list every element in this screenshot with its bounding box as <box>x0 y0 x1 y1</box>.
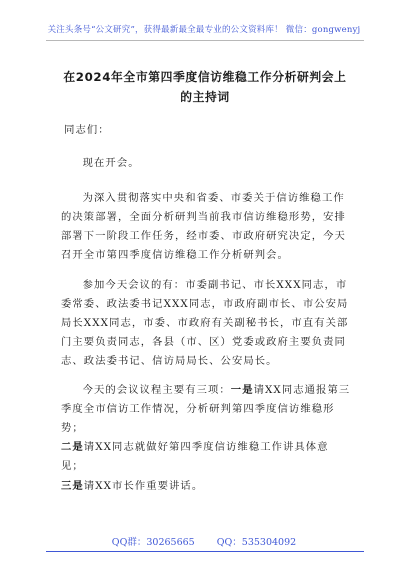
page-header-notice: 关注头条号“公文研究”，获得最新最全最专业的公文资料库！ 微信：gongwenyj <box>47 25 361 35</box>
agenda-item-3-label: 三是 <box>61 479 84 492</box>
opening-line: 现在开会。 <box>82 157 140 170</box>
agenda-item-3-text: 请XX市长作重要讲话。 <box>83 479 204 492</box>
document-body <box>61 121 351 506</box>
agenda-item-1-label: 一是 <box>230 384 254 397</box>
paragraph-attendees: 参加今天会议的有：市委副书记、市长XXX同志，市委常委、政法委书记XXX同志，市政府副市长、市公安局局长XXX同志，市委、市政府有关副秘书长，市直有关部门主要负责同志，各县（市、区）党委或政府主要负责同志、政法委书记、信访局局长、公安局长。 <box>61 278 349 367</box>
agenda-item-1-text: 请XX同志通报第三季度全市信访工作情况，分析研判第四季度信访维稳形势； <box>61 384 351 435</box>
qq-number: 535304092 <box>241 537 297 548</box>
agenda-intro: 今天的会议议程主要有三项： <box>82 384 231 397</box>
qq-label: QQ： <box>216 537 242 548</box>
agenda-item-2-text: 请XX同志就做好第四季度信访维稳工作讲具体意见； <box>61 441 329 473</box>
paragraph-agenda <box>61 381 351 496</box>
salutation: 同志们： <box>64 124 110 136</box>
qq-group-number: 30265665 <box>146 537 195 548</box>
header-divider <box>46 40 364 41</box>
agenda-item-2-label: 二是 <box>61 441 84 454</box>
paragraph-purpose: 为深入贯彻落实中央和省委、市委关于信访维稳工作的决策部署，全面分析研判当前我市信访维稳形势，安排部署下一阶段工作任务，经市委、市政府研究决定，今天召开全市第四季度信访维稳工作分析研判会。 <box>61 192 346 262</box>
footer-divider <box>46 551 364 552</box>
page-footer <box>0 534 408 548</box>
qq-group-label: QQ群： <box>111 537 147 548</box>
document-title: 在2024年全市第四季度信访维稳工作分析研判会上的主持词 <box>63 70 347 104</box>
